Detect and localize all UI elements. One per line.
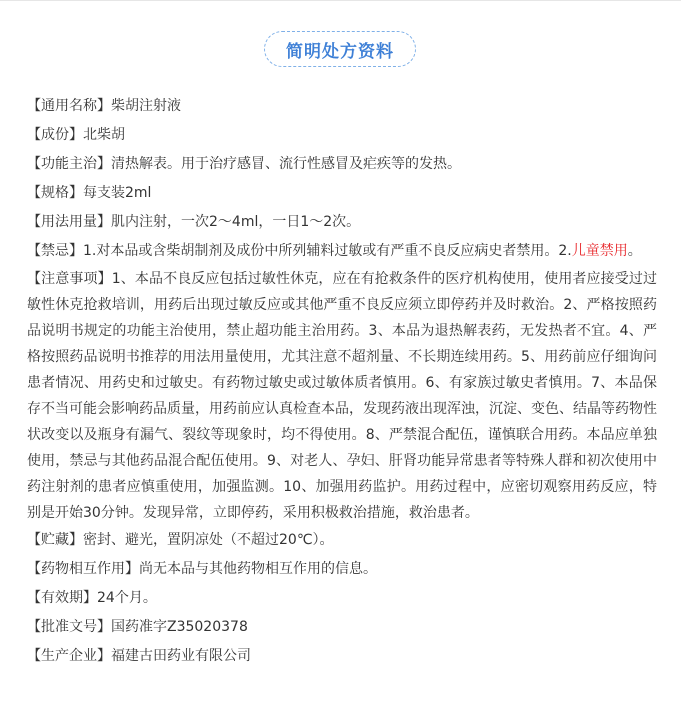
child-contraindication-warning: 儿童禁用 (571, 243, 628, 259)
field-label: 【生产企业】 (27, 648, 111, 664)
field-label: 【成份】 (27, 127, 83, 143)
field-label: 【通用名称】 (27, 98, 111, 114)
field-approval-number (27, 613, 657, 642)
field-label: 【注意事项】 (27, 271, 112, 287)
field-label: 【禁忌】 (27, 243, 83, 259)
field-precautions (27, 266, 657, 526)
field-contraindications (27, 237, 657, 266)
field-label: 【用法用量】 (27, 214, 111, 230)
field-validity (27, 584, 657, 613)
field-value: 尚无本品与其他药物相互作用的信息。 (139, 561, 377, 577)
field-interactions (27, 555, 657, 584)
field-generic-name (27, 92, 657, 121)
field-value: 北柴胡 (83, 127, 125, 143)
field-indications (27, 150, 657, 179)
field-value: 1、本品不良反应包括过敏性休克，应在有抢救条件的医疗机构使用，使用者应接受过过敏性休克抢救培训，用药后出现过敏反应或其他严重不良反应须立即停药并及时救治。2、严格按照药品说明书规定的功能主治使用，禁止超功能主治用药。3、本品为退热解表药，无发热者不宜。4、严格按照药品说明书推荐的用法用量使用，尤其注意不超剂量、不长期连续用药。5、用药前应仔细询问患者情况、用药史和过敏史。有药物过敏史或过敏体质者慎用。6、有家族过敏史者慎用。7、本品保存不当可能会影响药品质量，用药前应认真检查本品，发现药液出现浑浊，沉淀、变色、结晶等药物性状改变以及瓶身有漏气、裂纹等现象时，均不得使用。8、严禁混合配伍，谨慎联合用药。本品应单独使用，禁忌与其他药品混合配伍使用。9、对老人、孕妇、肝肾功能异常患者等特殊人群和初次使用中药注射剂的患者应慎重使用，加强监测。10、加强用药监护。用药过程中，应密切观察用药反应，特别是开始30分钟。发现异常，立即停药，采用积极救治措施，救治患者。 (27, 271, 658, 521)
field-label: 【贮藏】 (27, 532, 83, 548)
field-label: 【批准文号】 (27, 619, 111, 635)
field-storage (27, 526, 657, 555)
field-value: 柴胡注射液 (111, 98, 181, 114)
section-title (264, 31, 416, 67)
field-specification (27, 179, 657, 208)
field-value: 福建古田药业有限公司 (111, 648, 251, 664)
field-value: 清热解表。用于治疗感冒、流行性感冒及疟疾等的发热。 (111, 156, 461, 172)
field-label: 【规格】 (27, 185, 83, 201)
prescription-info (27, 92, 657, 671)
field-label: 【有效期】 (27, 590, 97, 606)
section-title-text: 简明处方资料 (286, 41, 394, 62)
field-dosage (27, 208, 657, 237)
field-manufacturer (27, 642, 657, 671)
field-value: 每支装2ml (83, 185, 152, 201)
field-label: 【功能主治】 (27, 156, 111, 172)
field-value: 密封、避光，置阴凉处（不超过20℃）。 (83, 532, 334, 548)
top-divider (0, 0, 681, 1)
field-value: 国药准字Z35020378 (111, 619, 248, 635)
field-label: 【药物相互作用】 (27, 561, 139, 577)
field-ingredient (27, 121, 657, 150)
field-value: 24个月。 (97, 590, 157, 606)
field-value-end: 。 (627, 243, 642, 259)
field-value: 1.对本品或含柴胡制剂及成份中所列辅料过敏或有严重不良反应病史者禁用。2. (83, 243, 572, 259)
field-value: 肌内注射，一次2～4ml，一日1～2次。 (111, 214, 361, 230)
